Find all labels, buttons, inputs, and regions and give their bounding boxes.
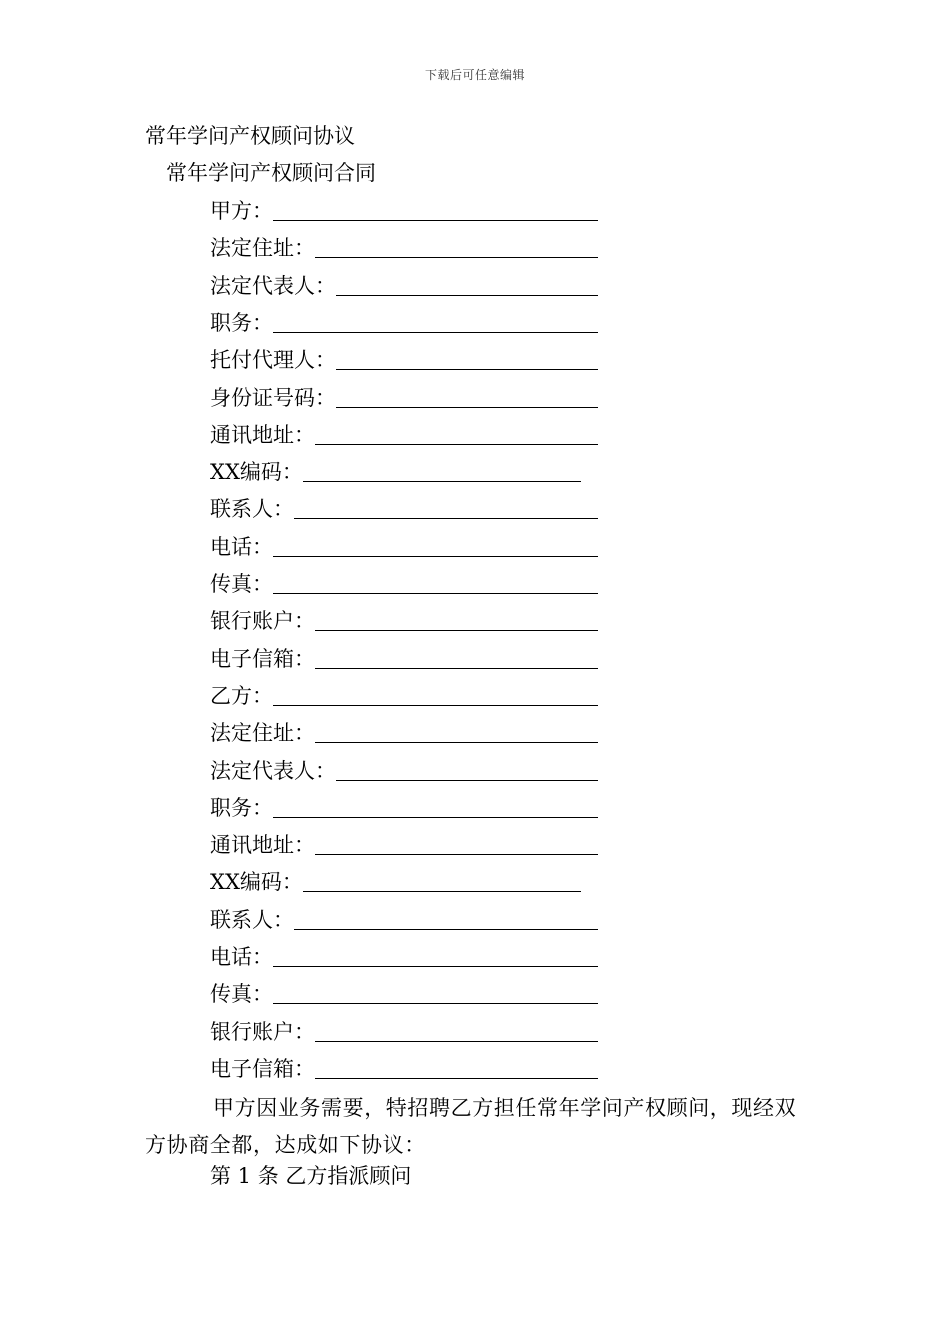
form-field-row [210, 755, 598, 785]
field-label: 通讯地址： [210, 833, 315, 857]
field-label: 身份证号码： [210, 386, 336, 410]
blank-underline[interactable] [273, 308, 598, 333]
blank-underline[interactable] [273, 196, 598, 221]
field-label: 银行账户： [210, 1020, 315, 1044]
blank-underline[interactable] [315, 420, 598, 445]
form-field-row [210, 232, 598, 262]
document-subtitle: 常年学问产权顾问合同 [166, 161, 376, 185]
form-field-row [210, 456, 581, 486]
form-field-row [210, 307, 598, 337]
blank-underline[interactable] [315, 1054, 598, 1079]
blank-underline[interactable] [273, 569, 598, 594]
blank-underline[interactable] [273, 532, 598, 557]
field-label: 通讯地址： [210, 423, 315, 447]
field-label: 职务： [210, 311, 273, 335]
blank-underline[interactable] [315, 718, 598, 743]
field-label: 法定代表人： [210, 274, 336, 298]
field-label: 法定代表人： [210, 759, 336, 783]
form-field-row [210, 904, 598, 934]
form-field-row [210, 531, 598, 561]
form-field-row [210, 1016, 598, 1046]
form-field-row [210, 978, 598, 1008]
field-label: 法定住址： [210, 721, 315, 745]
blank-underline[interactable] [315, 830, 598, 855]
blank-underline[interactable] [336, 271, 598, 296]
blank-underline[interactable] [336, 345, 598, 370]
form-field-row [210, 493, 598, 523]
field-label: 银行账户： [210, 609, 315, 633]
blank-underline[interactable] [315, 233, 598, 258]
agreement-paragraph: 甲方因业务需要，特招聘乙方担任常年学问产权顾问，现经双方协商全都，达成如下协议： [145, 1096, 797, 1157]
header-note: 下载后可任意编辑 [424, 68, 525, 82]
form-field-row [210, 680, 598, 710]
form-field-row [210, 195, 598, 225]
blank-underline[interactable] [294, 905, 598, 930]
field-label: 联系人： [210, 908, 294, 932]
blank-underline[interactable] [303, 867, 581, 892]
field-label: 电子信箱： [210, 647, 315, 671]
field-label: 甲方： [210, 199, 273, 223]
form-field-row [210, 344, 598, 374]
article-heading: 第 1 条 乙方指派顾问 [210, 1164, 412, 1188]
form-field-row [210, 419, 598, 449]
field-label: 传真： [210, 982, 273, 1006]
form-field-row [210, 866, 581, 896]
form-field-row [210, 643, 598, 673]
blank-underline[interactable] [303, 457, 581, 482]
blank-underline[interactable] [315, 1017, 598, 1042]
form-field-row [210, 829, 598, 859]
form-field-row [210, 568, 598, 598]
blank-underline[interactable] [273, 793, 598, 818]
form-field-row [210, 941, 598, 971]
field-label: 电子信箱： [210, 1057, 315, 1081]
field-label: 电话： [210, 945, 273, 969]
blank-underline[interactable] [315, 606, 598, 631]
form-field-row [210, 792, 598, 822]
field-label: 职务： [210, 796, 273, 820]
field-label: 法定住址： [210, 236, 315, 260]
form-field-row [210, 270, 598, 300]
blank-underline[interactable] [273, 979, 598, 1004]
blank-underline[interactable] [294, 494, 598, 519]
document-title: 常年学问产权顾问协议 [145, 124, 355, 148]
form-field-row [210, 1053, 598, 1083]
blank-underline[interactable] [315, 644, 598, 669]
form-field-row [210, 717, 598, 747]
field-label: 乙方： [210, 684, 273, 708]
blank-underline[interactable] [336, 756, 598, 781]
form-field-row [210, 605, 598, 635]
field-label: 托付代理人： [210, 348, 336, 372]
field-label: XX编码： [210, 870, 303, 894]
blank-underline[interactable] [273, 942, 598, 967]
field-label: 电话： [210, 535, 273, 559]
field-label: XX编码： [210, 460, 303, 484]
blank-underline[interactable] [336, 383, 598, 408]
blank-underline[interactable] [273, 681, 598, 706]
field-label: 传真： [210, 572, 273, 596]
field-label: 联系人： [210, 497, 294, 521]
form-field-row [210, 382, 598, 412]
